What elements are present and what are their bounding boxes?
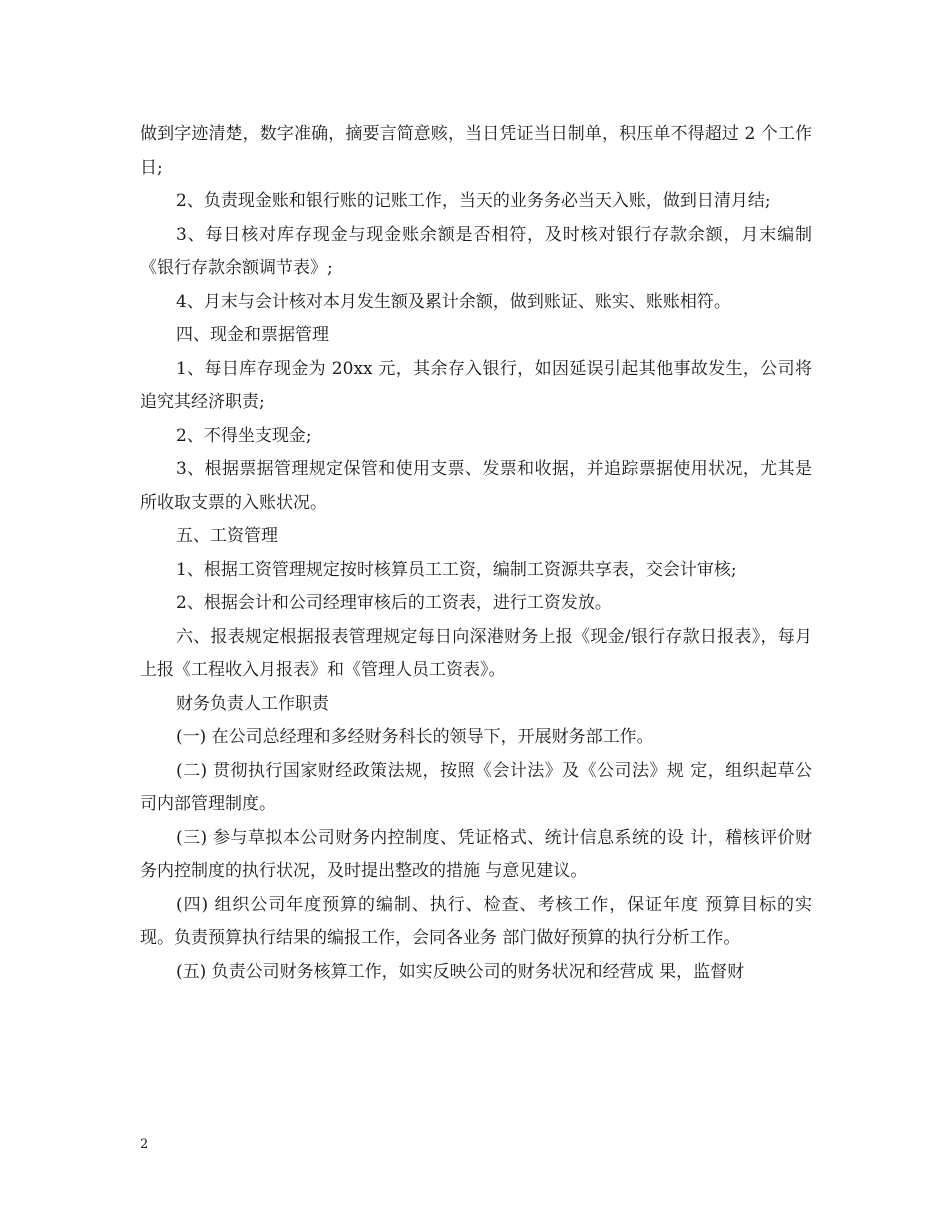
paragraph: (四) 组织公司年度预算的编制、执行、检查、考核工作，保证年度 预算目标的实现。负责预算执行结果的编报工作，会同各业务 部门做好预算的执行分析工作。 (140, 894, 812, 948)
page-number: 2 (140, 1137, 149, 1152)
paragraph: 2、不得坐支现金; (176, 425, 312, 446)
paragraph: (三) 参与草拟本公司财务内控制度、凭证格式、统计信息系统的设 计，稽核评价财务内控制度的执行状况，及时提出整改的措施 与意见建议。 (140, 827, 812, 881)
section-heading: 五、工资管理 (176, 526, 278, 546)
paragraph: 六、报表规定根据报表管理规定每日向深港财务上报《现金/银行存款日报表》，每月上报《工程收入月报表》和《管理人员工资表》。 (140, 626, 812, 680)
paragraph: 3、根据票据管理规定保管和使用支票、发票和收据，并追踪票据使用状况，尤其是所收取支票的入账状况。 (140, 459, 812, 513)
paragraph: 3、每日核对库存现金与现金账余额是否相符，及时核对银行存款余额，月末编制《银行存款余额调节表》; (140, 224, 812, 278)
paragraph: 2、根据会计和公司经理审核后的工资表，进行工资发放。 (176, 593, 612, 613)
paragraph: (二) 贯彻执行国家财经政策法规，按照《会计法》及《公司法》规 定，组织起草公司内部管理制度。 (140, 760, 812, 814)
document-body (140, 118, 812, 989)
paragraph: 4、月末与会计核对本月发生额及累计余额，做到账证、账实、账账相符。 (176, 291, 731, 312)
paragraph: (五) 负责公司财务核算工作，如实反映公司的财务状况和经营成 果，监督财 (176, 961, 745, 982)
section-heading: 四、现金和票据管理 (176, 325, 329, 345)
paragraph: 1、每日库存现金为 20xx 元，其余存入银行，如因延误引起其他事故发生，公司将追究其经济职责; (140, 358, 812, 412)
section-heading: 财务负责人工作职责 (176, 693, 329, 714)
paragraph: (一) 在公司总经理和多经财务科长的领导下，开展财务部工作。 (176, 727, 654, 747)
paragraph: 做到字迹清楚，数字准确，摘要言简意赅，当日凭证当日制单，积压单不得超过 2 个工作日; (140, 124, 812, 178)
paragraph: 1、根据工资管理规定按时核算员工工资，编制工资源共享表，交会计审核; (176, 559, 737, 580)
paragraph: 2、负责现金账和银行账的记账工作，当天的业务务必当天入账，做到日清月结; (176, 191, 771, 211)
